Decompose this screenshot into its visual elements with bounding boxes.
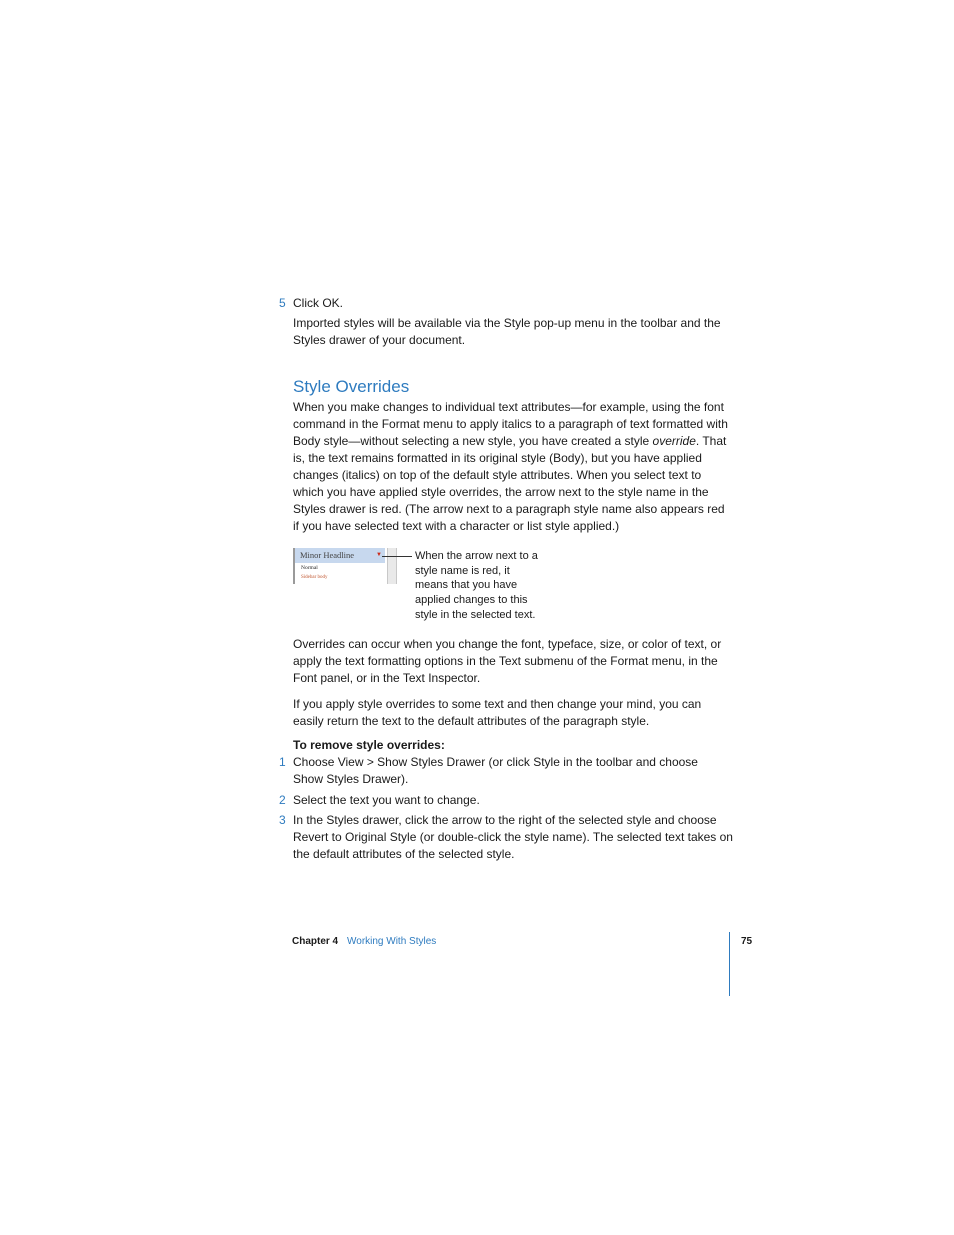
intro-text-continued: . That is, the text remains formatted in its original style (Body), but you have applied changes (italics) on top of the default style attributes. When you select text to which you have applied style overrides, the arrow next to the style name in the Styles drawer is red. (The arrow next to a paragraph style name also appears red if you have selected text with a character or list style applied.) xyxy=(293,434,727,533)
override-arrow-icon: ▼ xyxy=(376,552,382,558)
step-number: 3 xyxy=(279,813,286,827)
step-text: Select the text you want to change. xyxy=(293,793,480,807)
styles-drawer-figure xyxy=(293,548,387,584)
step-number: 5 xyxy=(279,296,286,310)
step-text: Choose View > Show Styles Drawer (or click Style in the toolbar and choose Show Styles Drawer). xyxy=(293,755,698,786)
style-name: Minor Headline xyxy=(300,550,355,560)
step-number: 1 xyxy=(279,755,286,769)
step-text: In the Styles drawer, click the arrow to the right of the selected style and choose Revert to Original Style (or double-click the style name). The selected text takes on the default attributes of the selected style. xyxy=(293,813,733,861)
figure-caption: When the arrow next to a style name is red, it means that you have applied changes to this style in the selected text. xyxy=(415,550,538,621)
style-item-sidebar: Sidebar body xyxy=(301,575,328,580)
style-item-normal: Normal xyxy=(301,565,318,571)
procedure-heading: To remove style overrides: xyxy=(293,738,445,752)
style-row-selected xyxy=(295,548,385,563)
page-number: 75 xyxy=(741,936,753,947)
footer-chapter-title: Working With Styles xyxy=(347,936,437,947)
intro-paragraph xyxy=(293,399,731,535)
intro-text: When you make changes to individual text attributes—for example, using the font command in the Format menu to apply italics to a paragraph of text formatted with Body style—without selecting a new style, you have created a style xyxy=(293,400,728,448)
footer-divider xyxy=(729,932,730,996)
body-paragraph: If you apply style overrides to some text and then change your mind, you can easily return the text to the default attributes of the paragraph style. xyxy=(293,697,702,728)
intro-italic: override xyxy=(652,434,696,448)
step-text: Click OK. xyxy=(293,296,344,310)
step-note: Imported styles will be available via the Style pop-up menu in the toolbar and the Styles drawer of your document. xyxy=(293,316,721,347)
drawer-scrollbar xyxy=(387,548,397,584)
step-number: 2 xyxy=(279,793,286,807)
footer-chapter: Chapter 4 xyxy=(292,936,339,947)
body-paragraph: Overrides can occur when you change the font, typeface, size, or color of text, or apply the text formatting options in the Text submenu of the Format menu, in the Font panel, or in the Text Inspector. xyxy=(293,637,722,685)
section-title: Style Overrides xyxy=(293,377,410,396)
callout-line xyxy=(382,556,412,557)
